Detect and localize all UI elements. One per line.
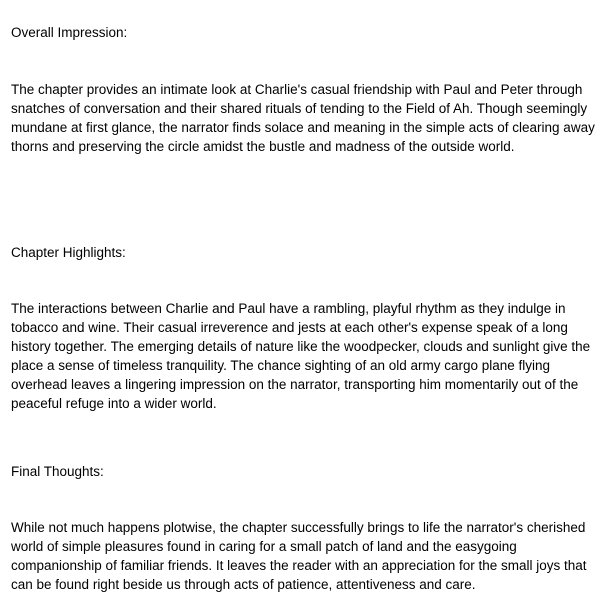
section-heading-chapter-highlights: Chapter Highlights: (11, 245, 126, 260)
section-heading-overall-impression: Overall Impression: (11, 25, 128, 40)
section-paragraph-overall-impression: The chapter provides an intimate look at Charlie's casual friendship with Paul and Peter through snatches of conversation and their shared rituals of tending to the Field of Ah. Though seemingly mundane at first glance, the narrator finds solace and meaning in the simple acts of clearing away thorns and preserving the circle amidst the bustle and madness of the outside world. (11, 82, 595, 154)
section-paragraph-final-thoughts: While not much happens plotwise, the chapter successfully brings to life the narrator's cherished world of simple pleasures found in caring for a small patch of land and the easygoing companionship of familiar friends. It leaves the reader with an appreciation for the small joys that can be found right beside us through acts of patience, attentiveness and care. (11, 520, 587, 592)
section-paragraph-chapter-highlights: The interactions between Charlie and Paul have a rambling, playful rhythm as they indulge in tobacco and wine. Their casual irreverence and jests at each other's expense speak of a long history together. The emerging details of nature like the woodpecker, clouds and sunlight give the place a sense of timeless tranquility. The chance sighting of an old army cargo plane flying overhead leaves a lingering impression on the narrator, transporting him momentarily out of the peaceful refuge into a wider world. (11, 301, 591, 411)
section-heading-final-thoughts: Final Thoughts: (11, 464, 104, 479)
